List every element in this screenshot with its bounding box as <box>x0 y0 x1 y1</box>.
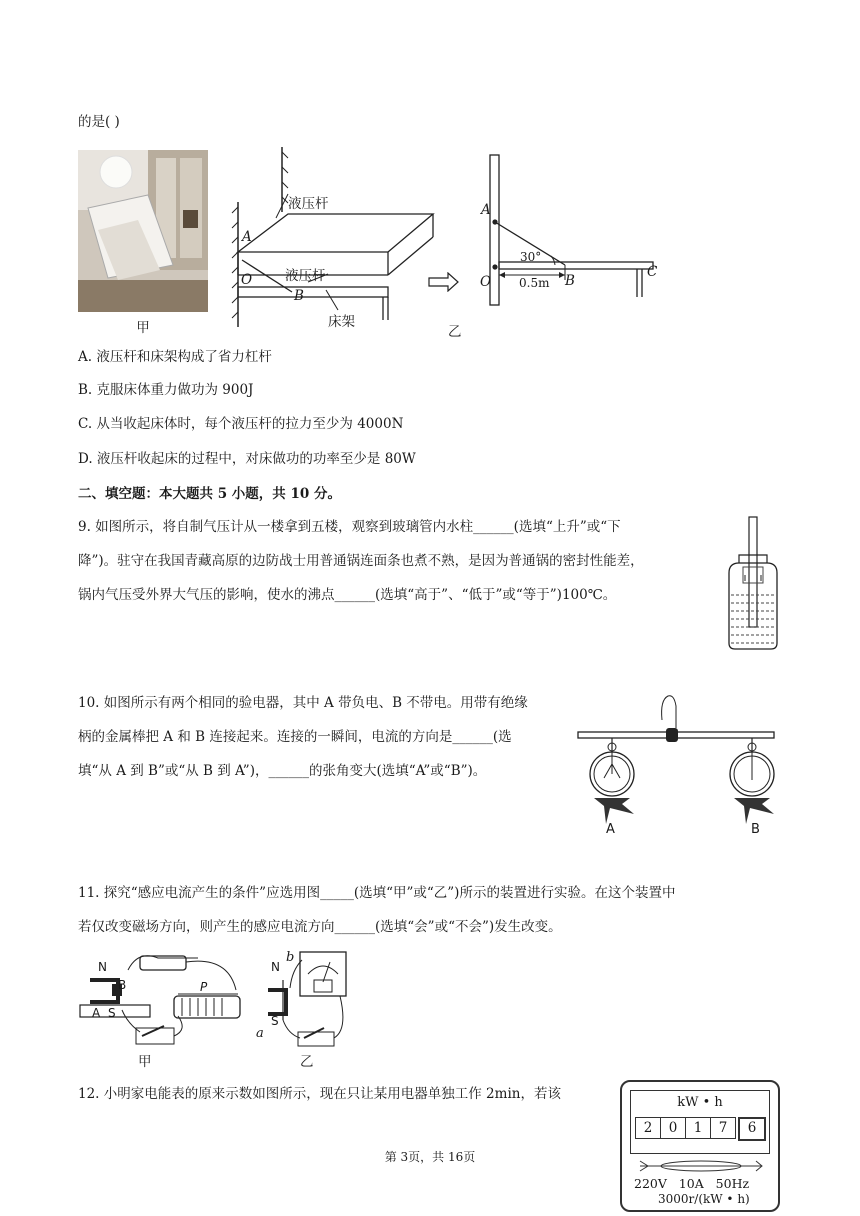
meter-spec: 220V 10A 50Hz <box>634 1176 750 1191</box>
q10-line-1: 10. 如图所示有两个相同的验电器，其中 A 带负电、B 不带电。用带有绝缘 <box>78 695 528 711</box>
q10-line-2: 柄的金属棒把 A 和 B 连接起来。连接的一瞬间，电流的方向是______(选 <box>78 729 512 745</box>
q9-line-3: 锅内气压受外界大气压的影响，使水的沸点______(选填“高于”、“低于”或“等于”)100℃。 <box>78 587 617 603</box>
electroscope-b-label: B <box>751 822 760 837</box>
label-yi: 乙 <box>448 324 462 340</box>
fig11-b1: B <box>118 978 127 992</box>
sch-point-o: O <box>480 274 492 290</box>
arrow-icon <box>428 272 460 296</box>
fig11-b: b <box>286 950 295 965</box>
option-a: A. 液压杆和床架构成了省力杠杆 <box>78 349 272 365</box>
meter-digit-decimal: 6 <box>738 1117 766 1141</box>
point-o: O <box>241 272 253 288</box>
point-b: B <box>294 288 304 304</box>
meter-digit: 7 <box>711 1117 736 1139</box>
bed-diagram <box>228 142 468 342</box>
q11-line-2: 若仅改变磁场方向，则产生的感应电流方向______(选填“会”或“不会”)发生改变。 <box>78 919 562 935</box>
energy-meter <box>620 1080 780 1212</box>
fig11-p: P <box>200 980 208 994</box>
meter-digit: 1 <box>686 1117 711 1139</box>
fig11-n2: N <box>271 960 280 974</box>
angle-label: 30° <box>520 250 542 264</box>
fig11-n1: N <box>98 960 107 974</box>
induction-figures <box>78 950 358 1075</box>
fig11-a: a <box>256 1026 264 1041</box>
sch-point-a: A <box>481 202 491 218</box>
lever-schematic <box>475 150 675 310</box>
point-a: A <box>242 229 252 245</box>
sch-point-c: C <box>647 264 658 280</box>
q9-line-2: 降”)。驻守在我国青藏高原的边防战士用普通锅连面条也煮不熟，是因为普通锅的密封性能差， <box>78 553 644 569</box>
sch-point-b: B <box>565 273 575 289</box>
q11-line-1: 11. 探究“感应电流产生的条件”应选用图_____(选填“甲”或“乙”)所示的装置进行实验。在这个装置中 <box>78 885 676 901</box>
option-c: C. 从当收起床体时，每个液压杆的拉力至少为 4000N <box>78 416 404 432</box>
meter-digits <box>635 1117 766 1141</box>
q12-line-1: 12. 小明家电能表的原来示数如图所示，现在只让某用电器单独工作 2min，若该 <box>78 1086 561 1102</box>
meter-window <box>630 1090 770 1154</box>
question-8-tail: 的是( ) <box>78 114 120 130</box>
meter-rate: 3000r/(kW • h) <box>658 1192 750 1206</box>
fig11-s1: S <box>108 1006 116 1020</box>
fig11-s2: S <box>271 1014 279 1028</box>
length-label: 0.5m <box>519 276 550 290</box>
fig11-label-yi: 乙 <box>300 1054 314 1070</box>
fig11-a1: A <box>92 1006 101 1020</box>
option-d: D. 液压杆收起床的过程中，对床做功的功率至少是 80W <box>78 451 416 467</box>
meter-digit: 2 <box>635 1117 661 1139</box>
label-frame: 床架 <box>328 314 355 330</box>
fig11-label-jia: 甲 <box>138 1054 152 1070</box>
q10-line-3: 填“从 A 到 B”或“从 B 到 A”)，______的张角变大(选填“A”或“B”)。 <box>78 763 487 779</box>
electroscope-figure <box>570 690 780 840</box>
electroscope-a-label: A <box>606 822 615 837</box>
page-footer: 第 3页，共 16页 <box>384 1150 476 1164</box>
label-jia: 甲 <box>136 320 150 336</box>
meter-digit: 0 <box>661 1117 686 1139</box>
label-hydraulic-mid: 液压杆 <box>285 268 326 284</box>
section-title: 二、填空题：本大题共 5 小题，共 10 分。 <box>78 486 341 502</box>
option-b: B. 克服床体重力做功为 900J <box>78 382 254 398</box>
q9-line-1: 9. 如图所示，将自制气压计从一楼拿到五楼，观察到玻璃管内水柱______(选填“上升”或“下 <box>78 519 621 535</box>
meter-unit: kW • h <box>677 1095 723 1110</box>
barometer-figure <box>725 515 785 655</box>
bed-photo <box>78 150 208 336</box>
label-hydraulic-top: 液压杆 <box>288 196 329 212</box>
